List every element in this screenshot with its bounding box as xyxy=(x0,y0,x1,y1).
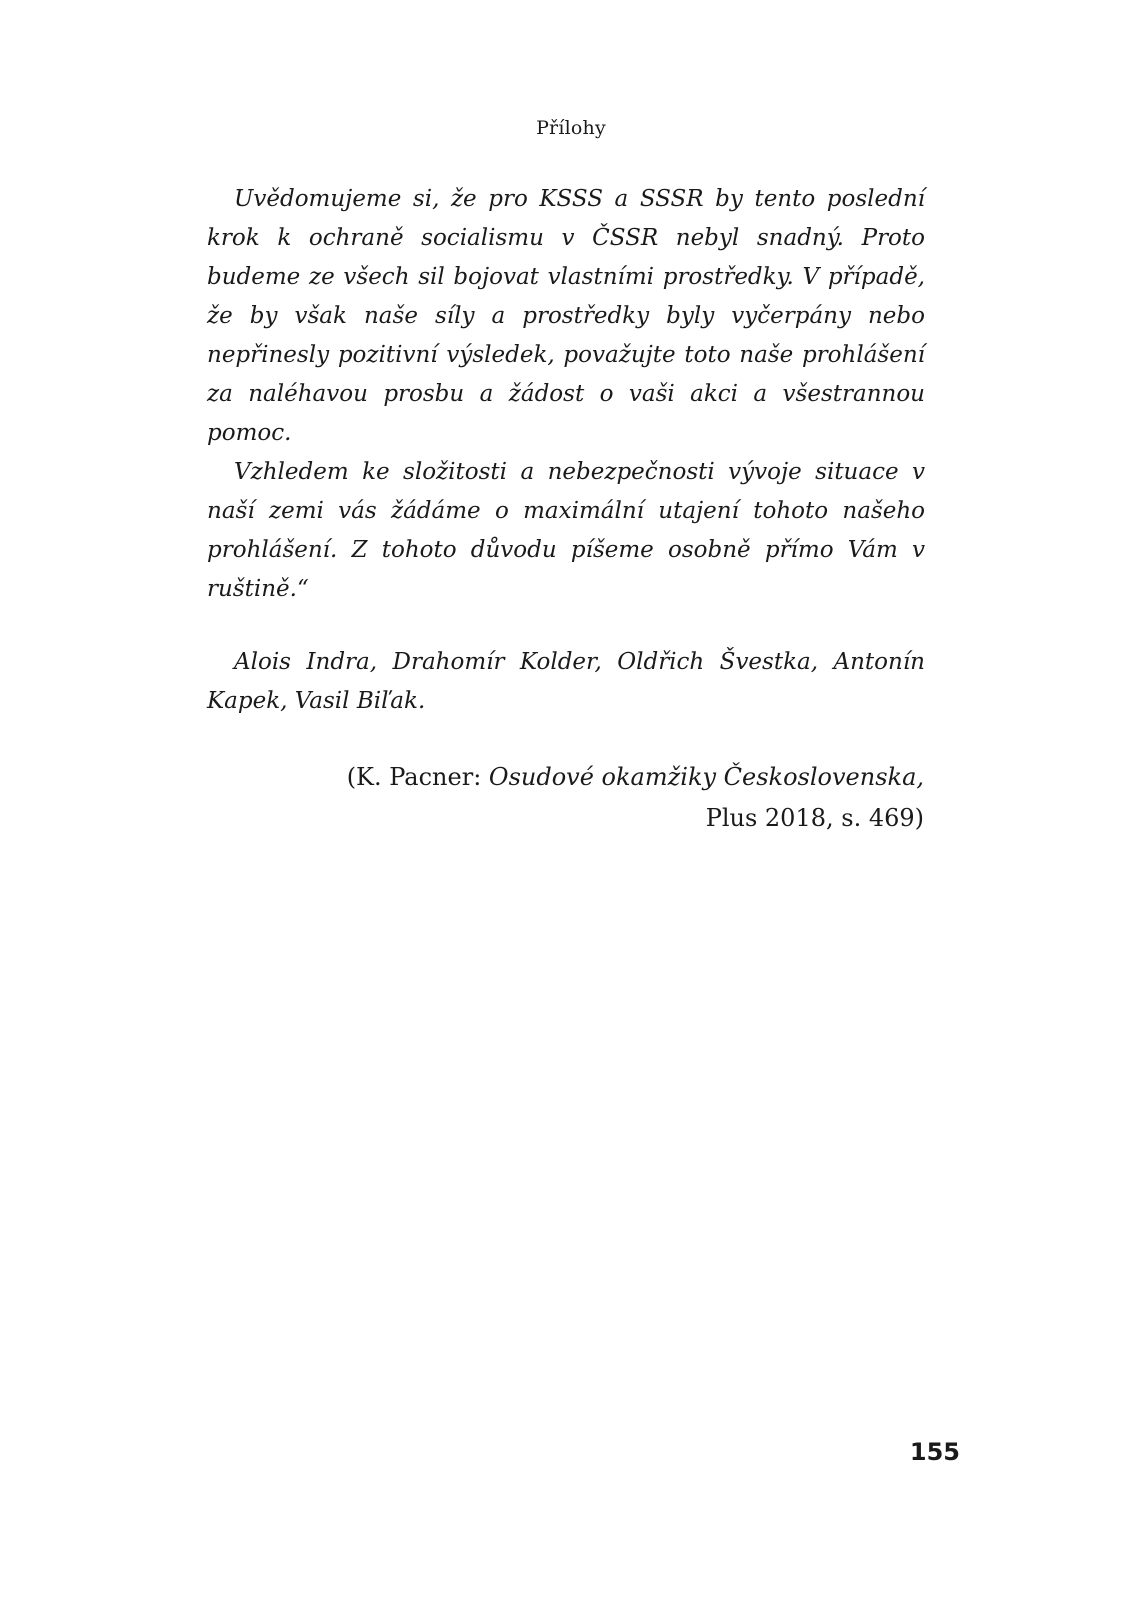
paragraph-text: Uvědomujeme si, že pro KSSS a SSSR by tento poslední krok k ochraně socialismu v ČSSR nebyl snadný. Proto budeme ze všech sil bojovat vlastními prostředky. V případě, že by však naše síly a prostředky byly vyčerpány nebo nepřinesly pozitivní výsledek, považujte toto naše prohlášení za naléhavou prosbu a žádost o vaši akci a všestrannou pomoc. xyxy=(207,186,925,446)
citation-prefix: (K. Pacner: xyxy=(346,763,489,791)
running-head-title: Přílohy xyxy=(536,117,606,139)
body-paragraph-1 xyxy=(207,180,925,453)
signatories-text: Alois Indra, Drahomír Kolder, Oldřich Švestka, Antonín Kapek, Vasil Biľak. xyxy=(207,649,925,714)
body-paragraph-2 xyxy=(207,453,925,609)
signatories-block xyxy=(207,643,925,721)
citation-line-1 xyxy=(284,757,924,798)
paragraph-text: Vzhledem ke složitosti a nebezpečnosti vývoje situace v naší zemi vás žádáme o maximální utajení tohoto našeho prohlášení. Z tohoto důvodu píšeme osobně přímo Vám v ruštině.“ xyxy=(207,459,925,602)
source-citation xyxy=(284,757,924,839)
citation-publisher-info: Plus 2018, s. 469) xyxy=(705,804,924,832)
citation-book-title: Osudové okamžiky Československa, xyxy=(488,763,924,791)
page-number: 155 xyxy=(909,1438,960,1466)
